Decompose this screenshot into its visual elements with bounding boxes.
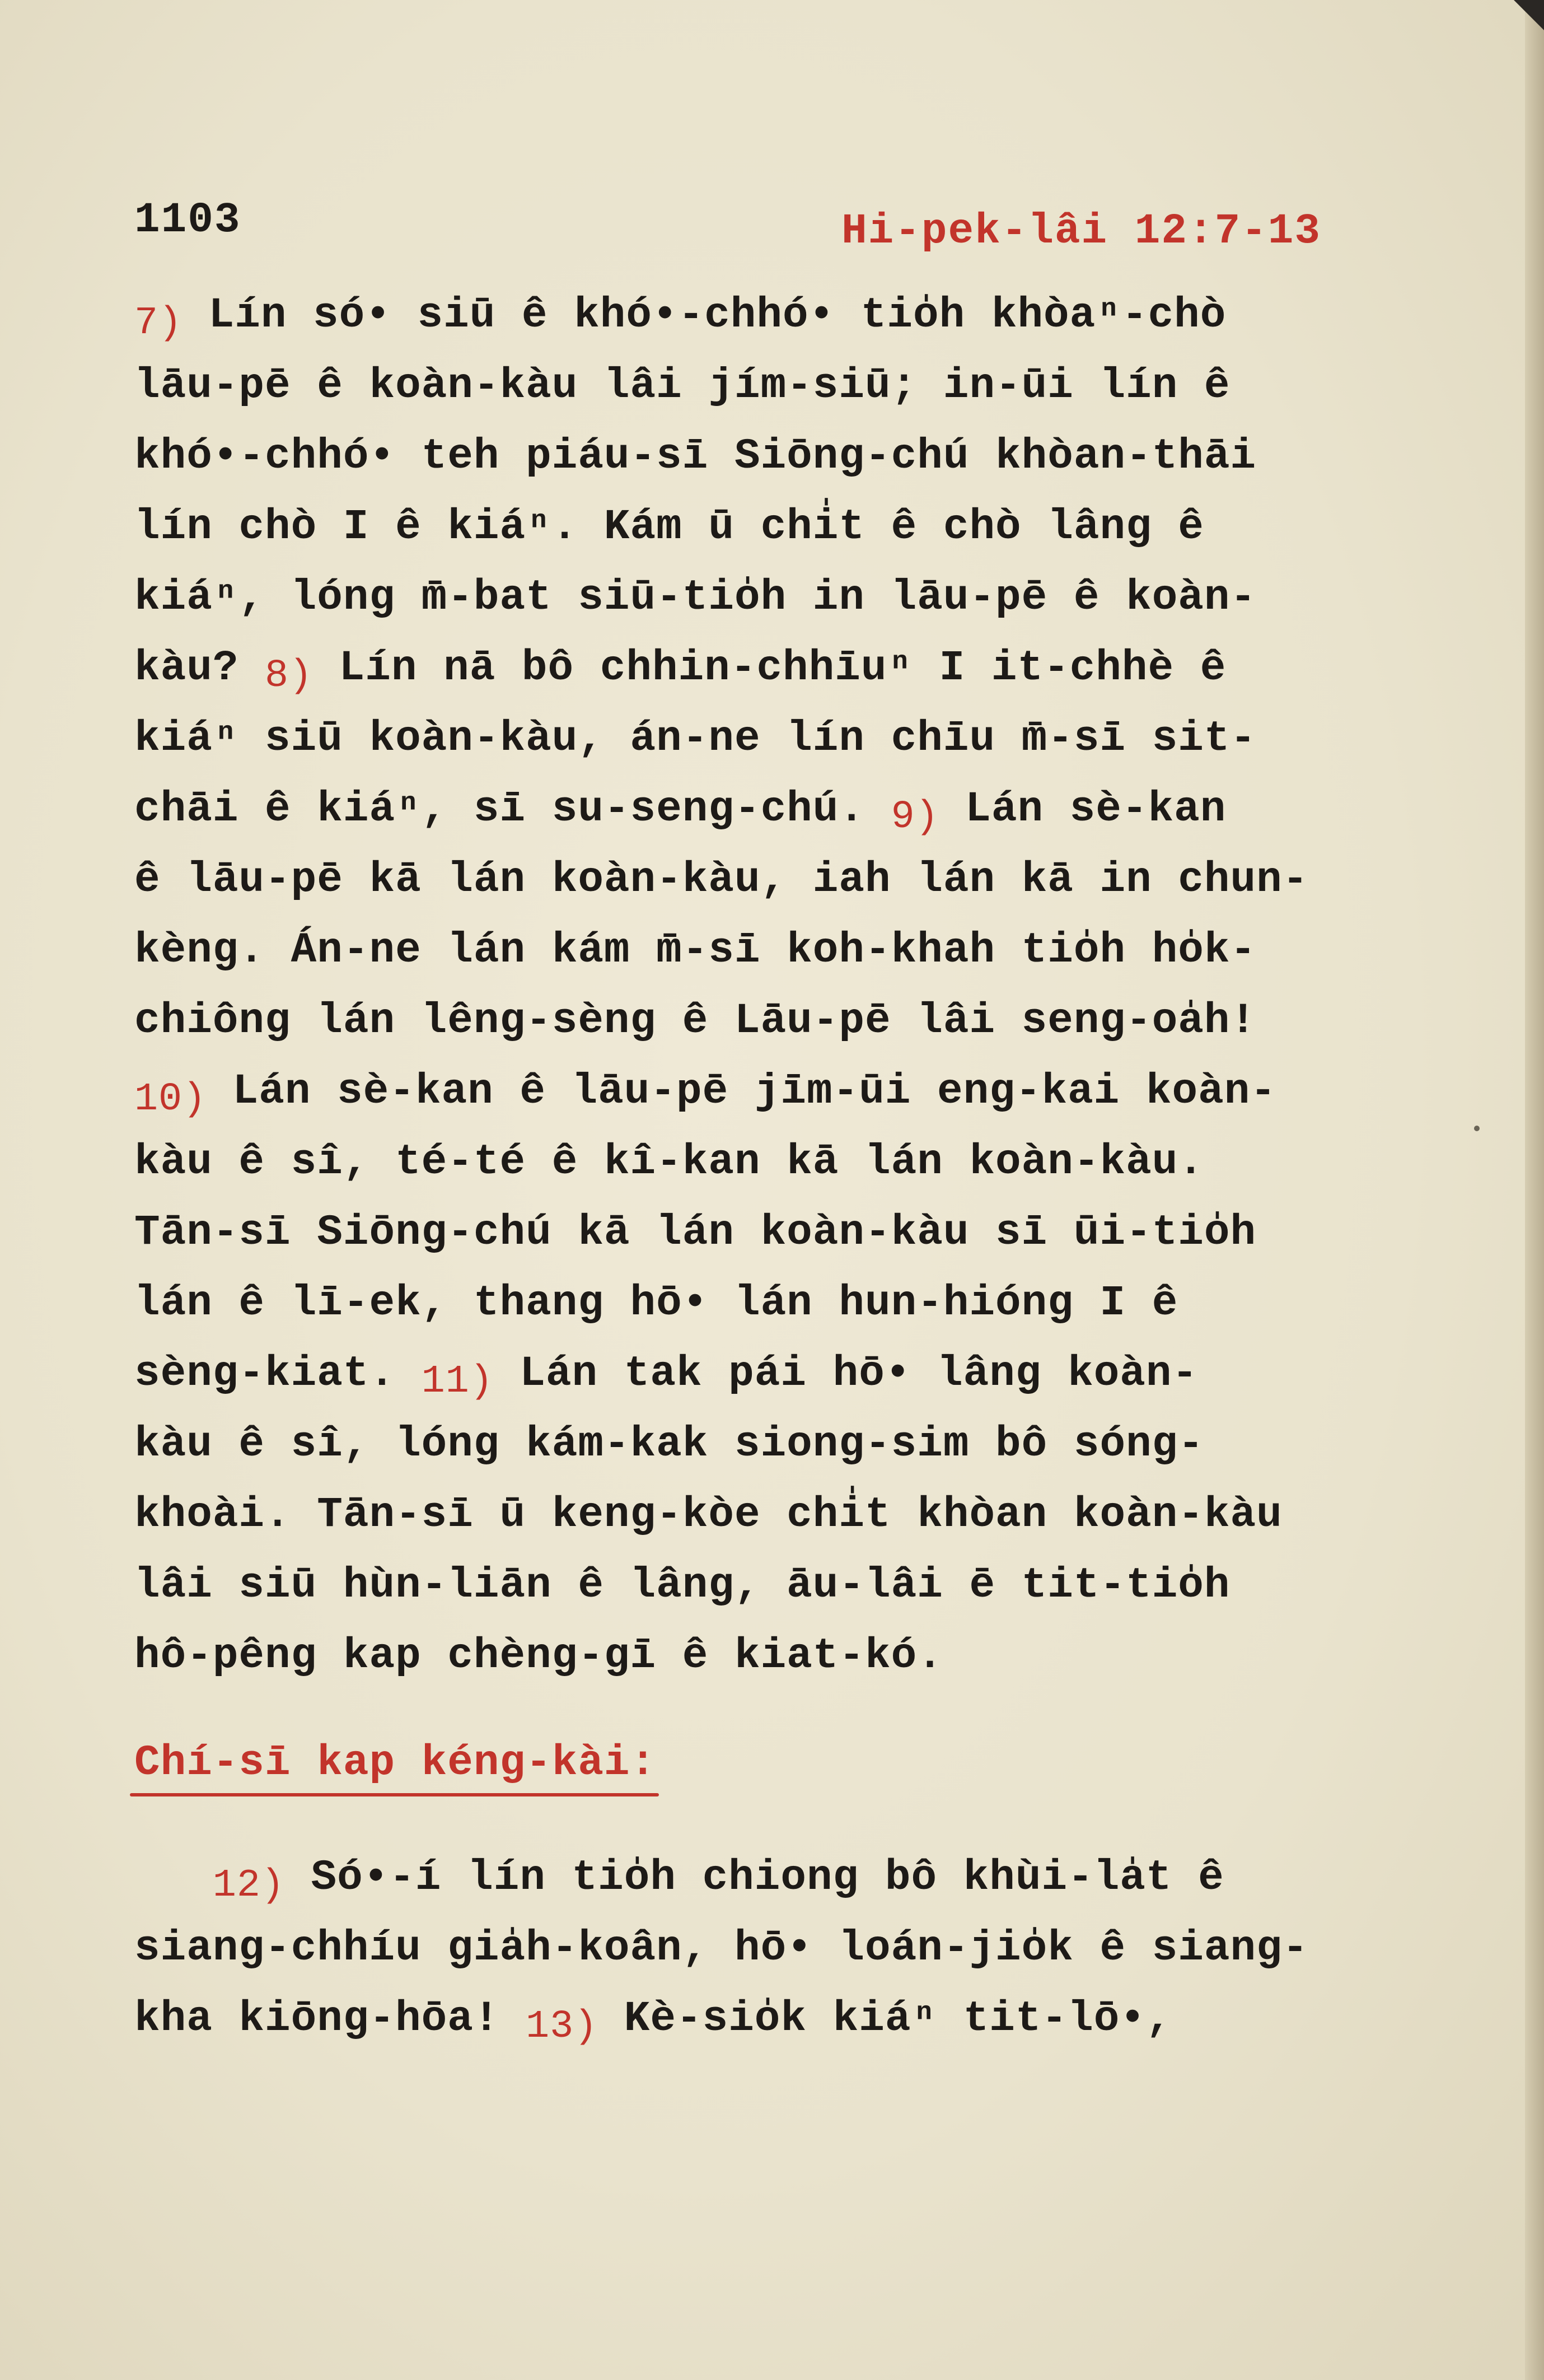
verse-text: Lín só• siū ê khó•-chhó• tio̍h khòaⁿ-chò [183,291,1227,339]
verse-text: Lán tak pái hō• lâng koàn- [493,1350,1199,1398]
verse-text: siang-chhíu gia̍h-koân, hō• loán-jio̍k ê siang- [134,1924,1309,1972]
text-line [134,1480,1422,1550]
text-line [134,1913,1422,1984]
running-head: Hi-pek-lâi 12:7-13 [841,207,1321,255]
text-line [134,915,1422,986]
text-line [134,1127,1422,1197]
verse-number: 12) [212,1864,285,1908]
verse-text: kha kiōng-hōa! [134,1995,526,2043]
text-line [134,1984,1422,2054]
verse-text: Só•-í lín tio̍h chiong bô khùi-la̍t ê [284,1854,1224,1902]
page-header [134,196,1321,258]
text-line [134,1338,1422,1409]
verse-text: lāu-pē ê koàn-kàu lâi jím-siū; in-ūi lín ê [134,362,1230,410]
verse-text: Lán sè-kan [939,785,1227,833]
verse-text: sèng-kiat. [134,1350,422,1398]
verse-text: lâi siū hùn-liān ê lâng, āu-lâi ē tit-tio̍h [134,1561,1230,1609]
page-number: 1103 [134,196,241,244]
verse-text: kiáⁿ, lóng m̄-bat siū-tio̍h in lāu-pē ê koàn- [134,573,1257,622]
verse-number: 10) [134,1077,207,1122]
text-line [134,1056,1422,1127]
verse-text: kàu ê sî, té-té ê kî-kan kā lán koàn-kàu. [134,1138,1204,1186]
verse-text: chāi ê kiáⁿ, sī su-seng-chú. [134,785,891,833]
text-line [134,703,1422,774]
verse-number: 8) [265,654,314,698]
section-heading-underline [130,1793,659,1796]
text-line [134,774,1422,844]
verse-number: 11) [421,1360,494,1404]
verse-text: lán ê lī-ek, thang hō• lán hun-hióng I ê [134,1279,1178,1327]
text-line [134,844,1422,915]
text-line [134,1409,1422,1480]
text-line [134,1621,1422,1691]
text-line [134,280,1422,351]
passage-text [134,280,1422,1691]
text-line [134,492,1422,562]
verse-text: kàu ê sî, lóng kám-kak siong-sim bô sóng- [134,1420,1204,1468]
section-heading: Chí-sī kap kéng-kài: [134,1739,657,1787]
verse-number: 9) [891,795,939,839]
verse-number: 7) [134,301,183,346]
text-line [134,421,1422,492]
text-line [134,1550,1422,1621]
text-line [134,986,1422,1056]
text-line [134,562,1422,633]
verse-text: hô-pêng kap chèng-gī ê kiat-kó. [134,1632,943,1680]
verse-text: Lín nā bô chhin-chhīuⁿ I it-chhè ê [313,644,1227,692]
verse-text: Lán sè-kan ê lāu-pē jīm-ūi eng-kai koàn- [207,1067,1276,1116]
verse-text: khoài. Tān-sī ū keng-kòe chi̍t khòan koàn-kàu [134,1491,1283,1539]
verse-text: kàu? [134,644,265,692]
verse-text: lín chò I ê kiáⁿ. Kám ū chi̍t ê chò lâng ê [134,503,1204,551]
page-edge [1525,0,1544,2380]
text-line [134,1268,1422,1338]
passage-text-continued [134,1842,1422,2054]
text-line [134,633,1422,703]
text-line [134,351,1422,421]
verse-text: Tān-sī Siōng-chú kā lán koàn-kàu sī ūi-tio̍h [134,1208,1257,1257]
verse-text: chiông lán lêng-sèng ê Lāu-pē lâi seng-oa̍h! [134,997,1257,1045]
verse-text: kiáⁿ siū koàn-kàu, án-ne lín chīu m̄-sī sit- [134,715,1257,763]
verse-text: Kè-sio̍k kiáⁿ tit-lō•, [598,1995,1172,2043]
ink-speck [1474,1126,1480,1131]
text-line [134,1197,1422,1268]
verse-text: khó•-chhó• teh piáu-sī Siōng-chú khòan-thāi [134,432,1257,480]
verse-text: ê lāu-pē kā lán koàn-kàu, iah lán kā in chun- [134,856,1309,904]
verse-number: 13) [526,2005,598,2049]
text-line [134,1842,1422,1913]
verse-text [134,1854,213,1902]
verse-text: kèng. Án-ne lán kám m̄-sī koh-khah tio̍h ho̍k- [134,926,1257,974]
